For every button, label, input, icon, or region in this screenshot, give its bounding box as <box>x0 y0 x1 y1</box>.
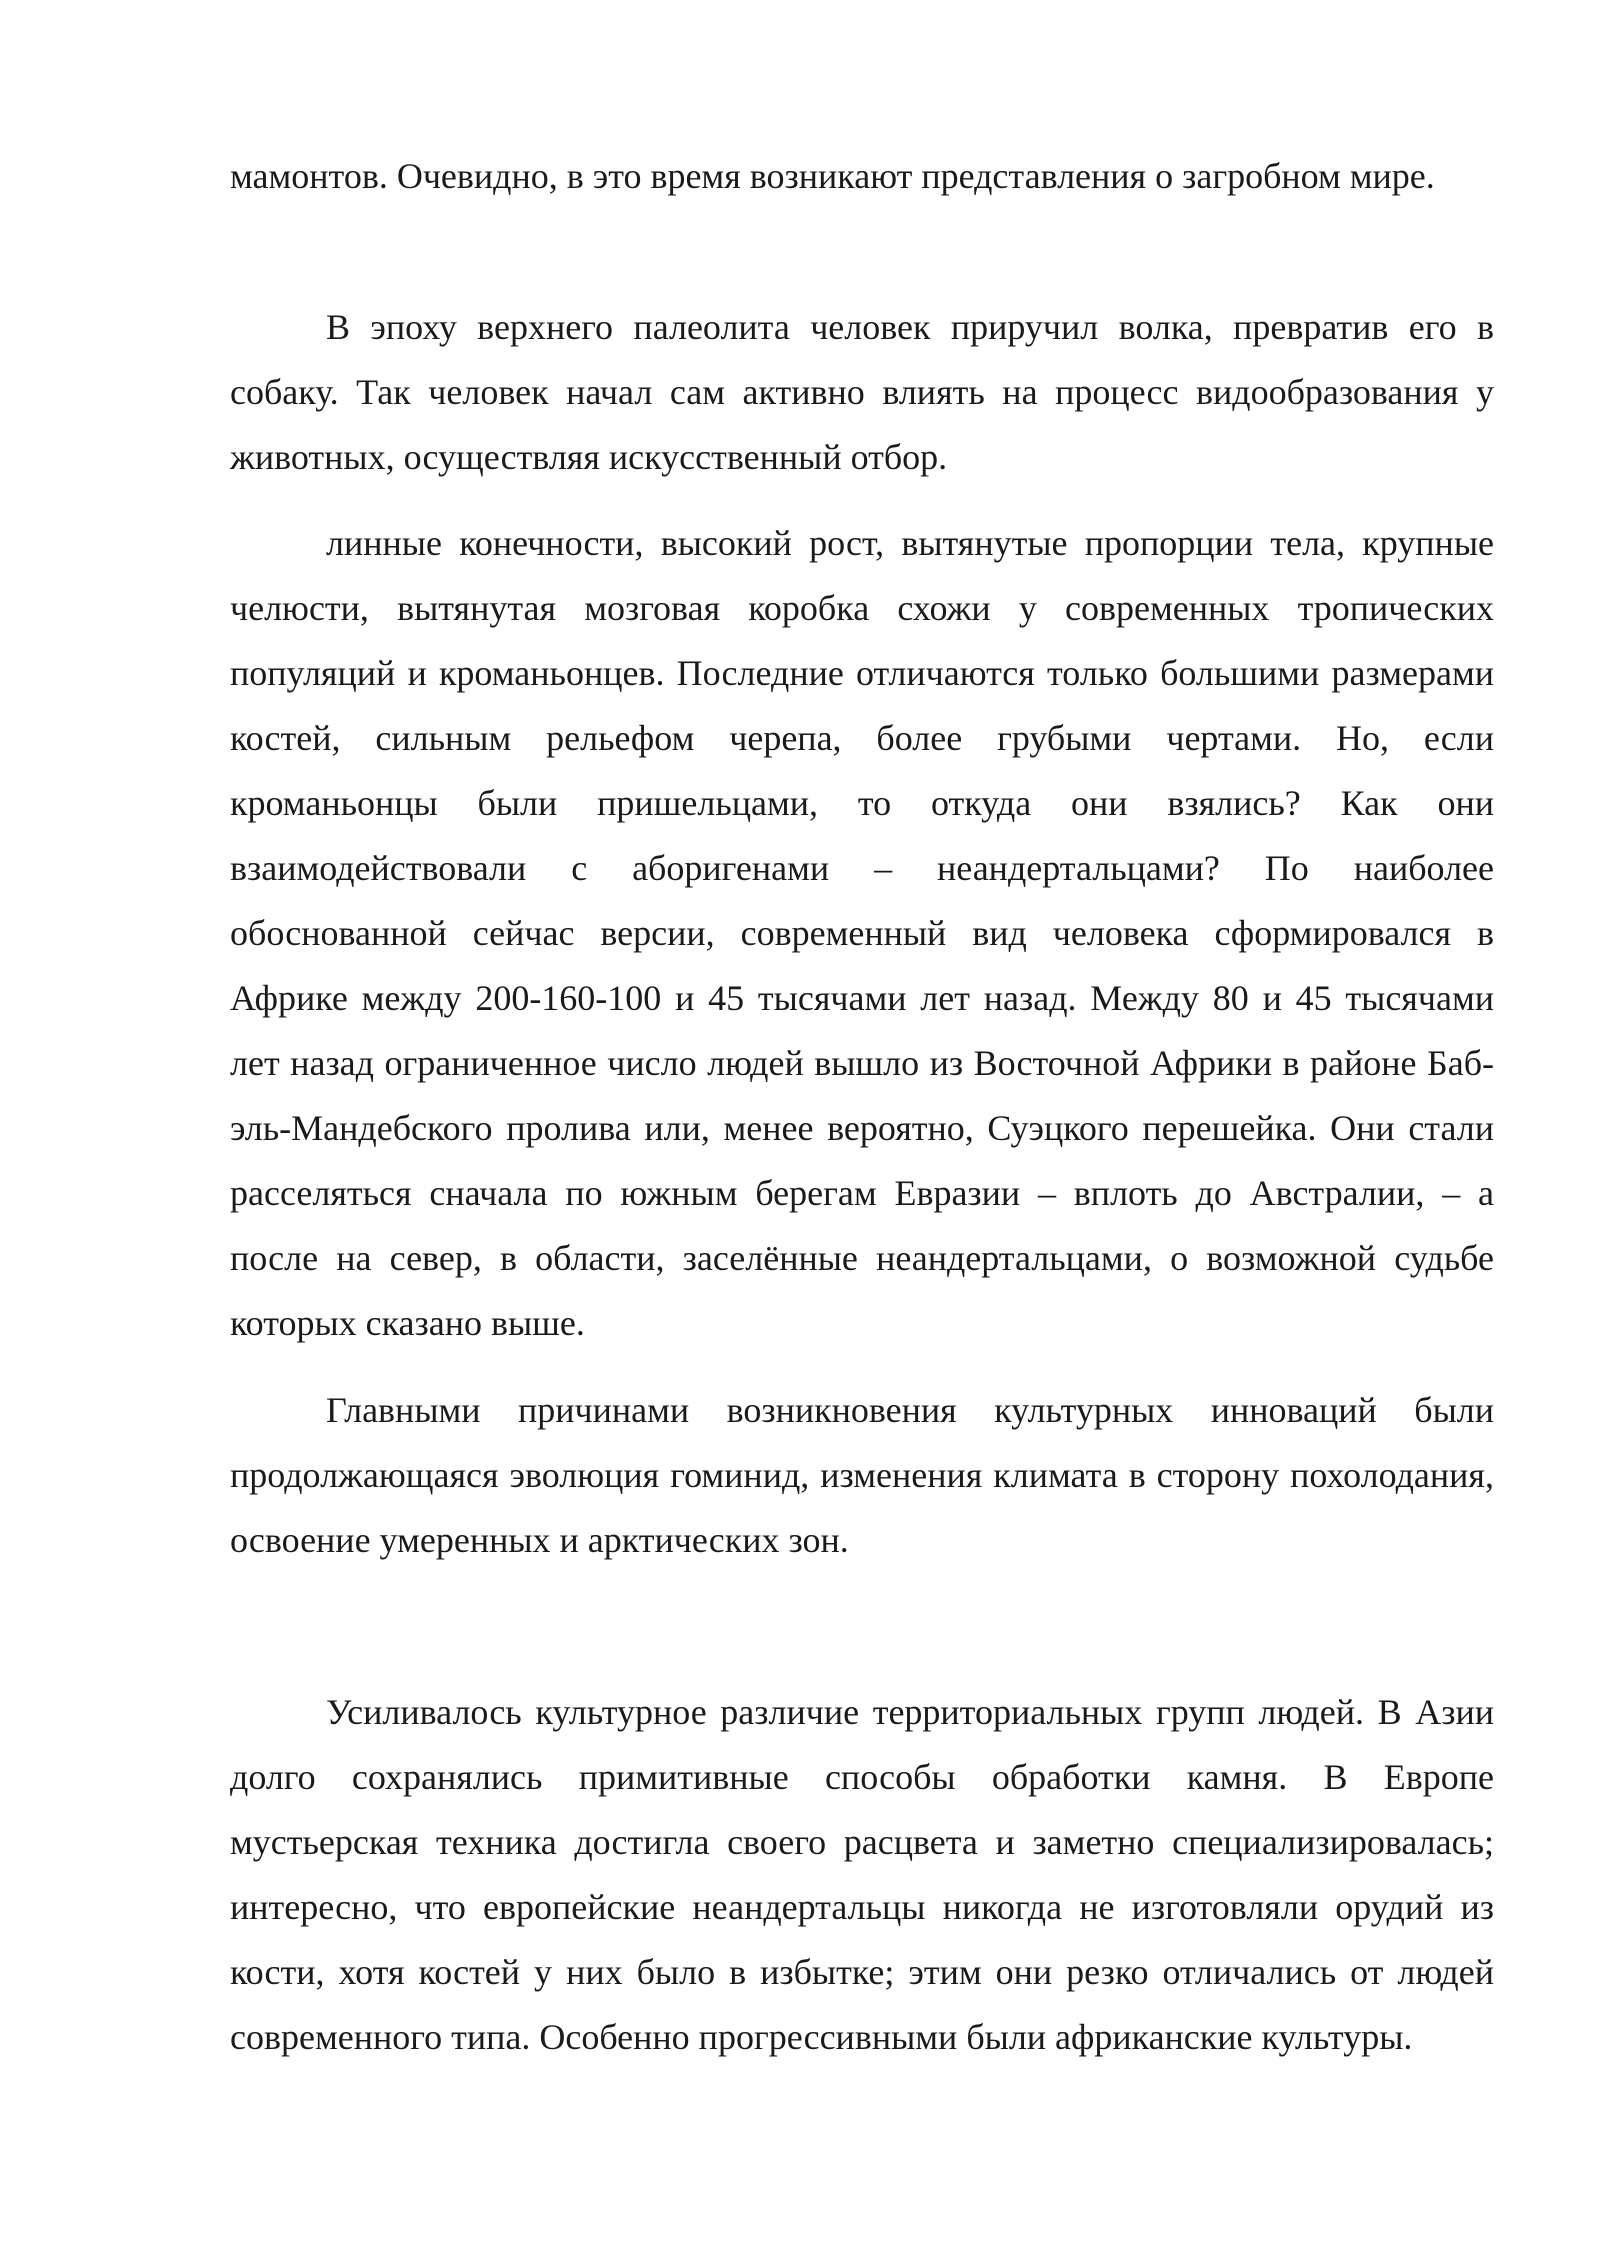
paragraph-dog-domestication: В эпоху верхнего палеолита человек приручил волка, превратив его в собаку. Так человек начал сам активно влиять на процесс видообразования у животных, осуществляя искусственный отбор. <box>230 307 1494 477</box>
paragraph-block-2 <box>230 295 1494 490</box>
paragraph-cultural-differences: Усиливалось культурное различие территориальных групп людей. В Азии долго сохранялись примитивные способы обработки камня. В Европе мустьерская техника достигла своего расцвета и заметно специализировалась; интересно, что европейские неандертальцы никогда не изготовляли орудий из кости, хотя костей у них было в избытке; этим они резко отличались от людей современного типа. Особенно прогрессивными были африканские культуры. <box>230 1692 1494 2057</box>
paragraph-cromagnon-origin: линные конечности, высокий рост, вытянутые пропорции тела, крупные челюсти, вытянутая мозговая коробка схожи у современных тропических популяций и кроманьонцев. Последние отличаются только большими размерами костей, сильным рельефом черепа, более грубыми чертами. Но, если кроманьонцы были пришельцами, то откуда они взялись? Как они взаимодействовали с аборигенами – неандертальцами? По наиболее обоснованной сейчас версии, современный вид человека сформировался в Африке между 200-160-100 и 45 тысячами лет назад. Между 80 и 45 тысячами лет назад ограниченное число людей вышло из Восточной Африки в районе Баб-эль-Мандебского пролива или, менее вероятно, Суэцкого перешейка. Они стали расселяться сначала по южным берегам Евразии – вплоть до Австралии, – а после на север, в области, заселённые неандертальцами, о возможной судьбе которых сказано выше. <box>230 523 1494 1343</box>
paragraph-block-3 <box>230 511 1494 1356</box>
paragraph-block-1 <box>230 144 1494 209</box>
paragraph-continuation: мамонтов. Очевидно, в это время возникают представления о загробном мире. <box>230 156 1435 196</box>
paragraph-block-5 <box>230 1680 1494 2070</box>
paragraph-block-4 <box>230 1378 1494 1573</box>
paragraph-innovation-causes: Главными причинами возникновения культурных инноваций были продолжающаяся эволюция гоминид, изменения климата в сторону похолодания, освоение умеренных и арктических зон. <box>230 1390 1494 1560</box>
